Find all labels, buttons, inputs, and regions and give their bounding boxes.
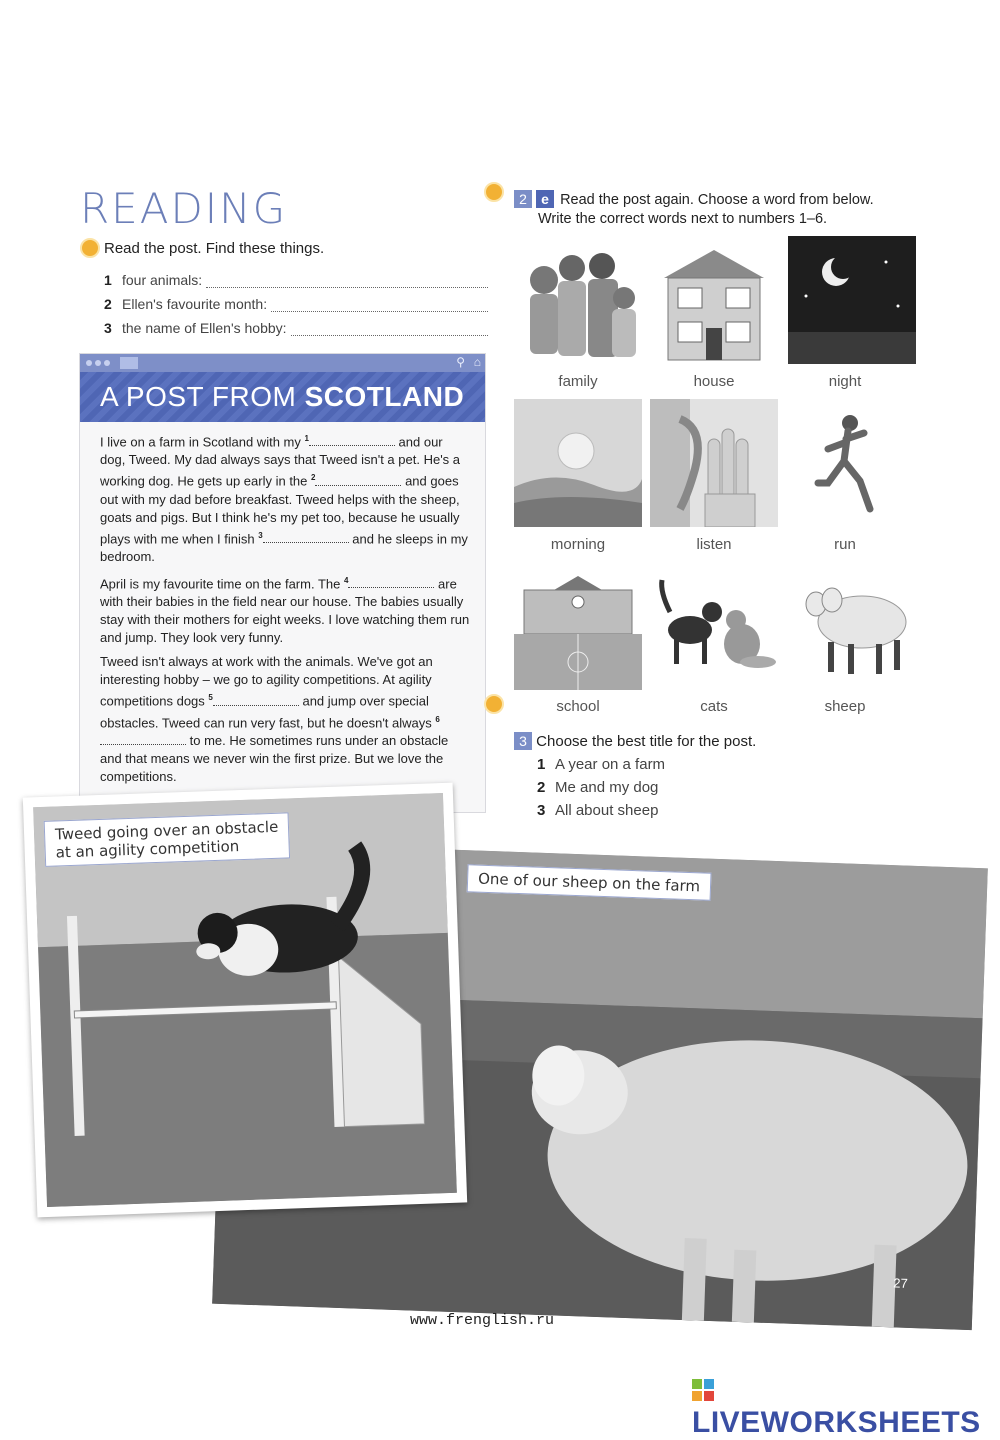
nav-arrows-icon (120, 357, 138, 369)
house-picture (650, 238, 778, 366)
cats-picture (650, 562, 778, 690)
logo-icon (692, 1379, 714, 1401)
word-label: listen (696, 536, 732, 553)
listen-picture (650, 399, 778, 527)
star-icon (80, 238, 100, 258)
word-label: family (558, 373, 598, 390)
option-item[interactable]: 2 Me and my dog (537, 779, 659, 796)
list-item: 3 the name of Ellen's hobby: (104, 312, 488, 336)
word-label: sheep (824, 698, 866, 715)
watermark: www.frenglish.ru (410, 1312, 555, 1329)
home-icon: ⌂ (473, 355, 481, 369)
browser-bar (80, 354, 485, 372)
family-picture (514, 238, 642, 366)
post-title: A POST FROM SCOTLAND (80, 372, 485, 422)
night-picture (788, 236, 916, 364)
option-item[interactable]: 3 All about sheep (537, 802, 659, 819)
section-title: READING (80, 184, 288, 233)
exercise1-instruction: Read the post. Find these things. (104, 240, 325, 257)
liveworksheets-logo[interactable]: LIVEWORKSHEETS (692, 1372, 1000, 1440)
answer-line[interactable] (206, 275, 488, 288)
gap-6[interactable] (100, 734, 186, 745)
dog-caption: Tweed going over an obstacle at an agility competition (44, 812, 291, 867)
post-body (80, 422, 485, 810)
answer-line[interactable] (271, 299, 488, 312)
paragraph: Tweed isn't always at work with the animals. We've got an interesting hobby – we go to agility competitions. At agility competitions dogs $^5$ and jump over special obstacles. Tweed can run very fast, but he doesn't always $^6$ to me. He sometimes runs under an obstacle and that means we never win the first prize. But we love the competitions. (100, 654, 449, 784)
word-label: morning (550, 536, 606, 553)
star-icon (484, 182, 504, 202)
word-label: house (693, 373, 735, 390)
paragraph: April is my favourite time on the farm. The $^4$ are with their babies in the field near our house. The babies usually stay with their mothers for eight weeks. I love watching them run and jump. They look very funny. (100, 575, 470, 646)
exercise1-list (104, 264, 488, 336)
gap-2[interactable] (315, 475, 401, 486)
gap-5[interactable] (213, 695, 299, 706)
word-label: run (834, 536, 856, 553)
paragraph: I live on a farm in Scotland with my $^1$ and our dog, Tweed. My dad always says that Tweed isn't a pet. He's a working dog. He gets up early in the $^2$ and goes out with my dad before breakfast. Tweed helps with the sheep, goats and pigs. But I think he's my pet too, because he usually plays with me when I finish $^3$ and he sleeps in my bedroom. (100, 434, 468, 564)
answer-line[interactable] (291, 323, 488, 336)
morning-picture (514, 399, 642, 527)
gap-3[interactable] (263, 532, 349, 543)
exercise2-instruction: 2 e Read the post again. Choose a word from below. Write the correct words next to numbers 1–6. (514, 190, 914, 229)
exercise3-instruction: 3 Choose the best title for the post. (514, 732, 756, 750)
star-icon (484, 694, 504, 714)
exercise3-options (537, 756, 665, 825)
page-number: 27 (893, 1275, 909, 1291)
gap-1[interactable] (309, 435, 395, 446)
run-picture (788, 399, 916, 527)
blog-post (79, 353, 486, 813)
gap-4[interactable] (348, 577, 434, 588)
dog-photo (23, 783, 467, 1218)
e-badge-icon: e (536, 190, 554, 208)
sheep-caption: One of our sheep on the farm (467, 864, 712, 901)
school-picture (514, 562, 642, 690)
word-label: cats (700, 698, 728, 715)
word-label: school (556, 698, 600, 715)
word-label: night (828, 373, 862, 390)
option-item[interactable]: 1 A year on a farm (537, 756, 666, 773)
sheep-picture (788, 562, 916, 690)
search-icon: ⚲ (456, 355, 465, 369)
list-item: 2 Ellen's favourite month: (104, 288, 488, 312)
list-item: 1 four animals: (104, 264, 488, 288)
